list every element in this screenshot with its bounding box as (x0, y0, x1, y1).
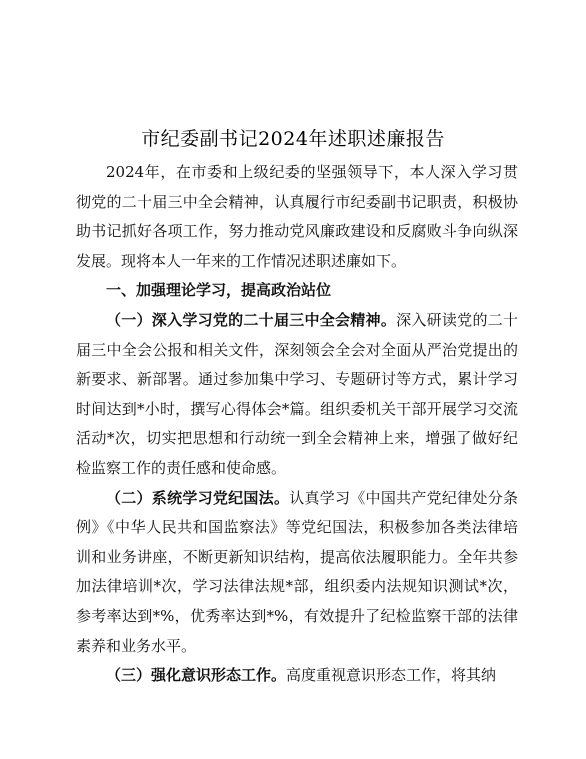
subsection-heading: （一）深入学习党的二十届三中全会精神。 (106, 310, 397, 329)
paragraph (76, 661, 518, 691)
document-body (76, 158, 518, 691)
paragraph (76, 484, 518, 662)
paragraph (76, 306, 518, 484)
intro-paragraph: 2024年，在市委和上级纪委的坚强领导下，本人深入学习贯彻党的二十届三中全会精神，认真履行市纪委副书记职责，积极协助书记抓好各项工作，努力推动党风廉政建设和反腐败斗争向纵深发展。现将本人一年来的工作情况述职述廉如下。 (76, 163, 518, 270)
document-title: 市纪委副书记2024年述职述廉报告 (141, 128, 445, 150)
subsection-heading: （二）系统学习党纪国法。 (106, 488, 290, 507)
paragraph-text: 高度重视意识形态工作，将其纳 (286, 666, 497, 685)
paragraph-text: 深入研读党的二十届三中全会公报和相关文件，深刻领会全会对全面从严治党提出的新要求、新部署。通过参加集中学习、专题研讨等方式，累计学习时间达到*小时，撰写心得体会*篇。组织委机关干部开展学习交流活动*次，切实把思想和行动统一到全会精神上来，增强了做好纪检监察工作的责任感和使命感。 (76, 310, 518, 477)
subsection-heading: （三）强化意识形态工作。 (106, 666, 287, 685)
paragraph-text: 认真学习《中国共产党纪律处分条例》《中华人民共和国监察法》等党纪国法，积极参加各类法律培训和业务讲座，不断更新知识结构，提高依法履职能力。全年共参加法律培训*次，学习法律法规*部，组织委内法规知识测试*次，参考率达到*%，优秀率达到*%，有效提升了纪检监察干部的法律素养和业务水平。 (76, 488, 518, 655)
section-heading (76, 276, 518, 306)
section1-heading: 一、加强理论学习，提高政治站位 (106, 281, 332, 300)
